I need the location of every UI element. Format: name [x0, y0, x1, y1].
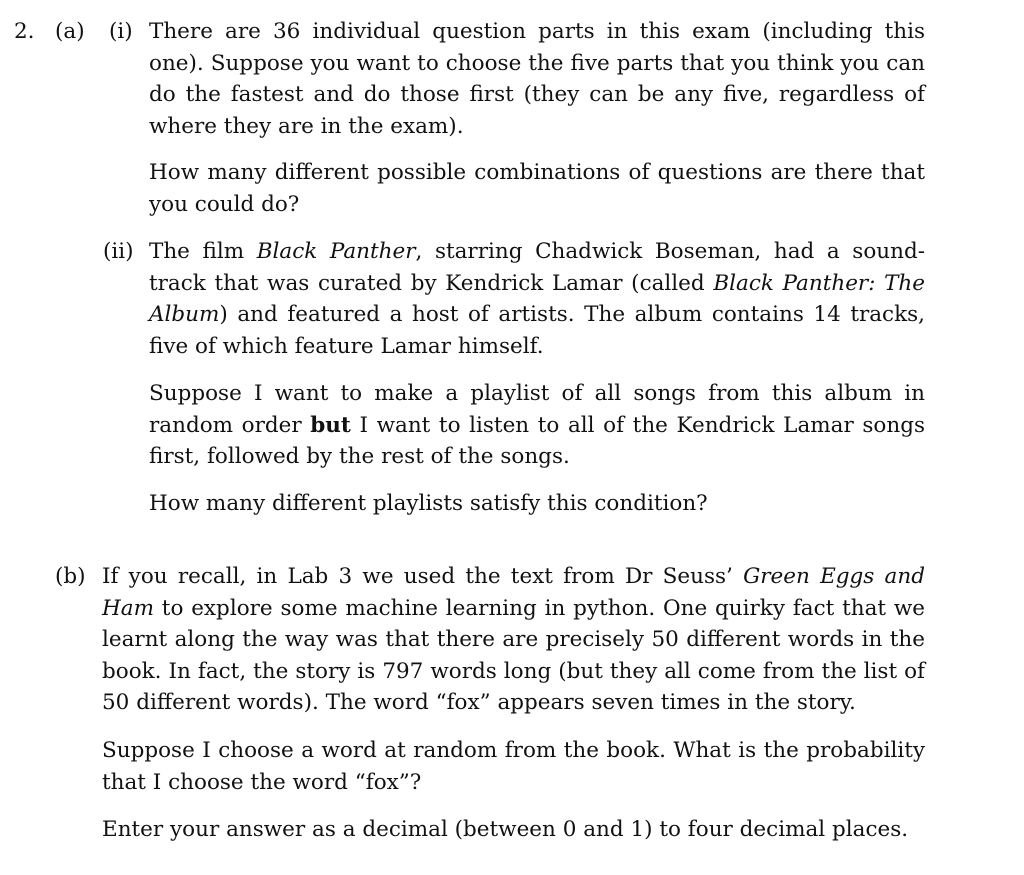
part-b-paragraph-2: Suppose I choose a word at random from the book. What is the probability that I choose the word “fox”? [102, 738, 925, 795]
emphasis-but: but [310, 412, 351, 438]
part-b-label: (b) [55, 564, 86, 589]
subpart-i-label: (i) [109, 19, 133, 44]
part-a-label: (a) [55, 19, 85, 44]
subpart-i-paragraph-2: How many different possible combinations of questions are there that you could do? [149, 160, 925, 217]
part-b-paragraph-1: If you recall, in Lab 3 we used the text from Dr Seuss’ Green Eggs and Ham to explore some machine learning in python. One quirky fact that we learnt along the way was that there are precisely 50 different words in the book. In fact, the story is 797 words long (but they all come from the list of 50 different words). The word “fox” appears seven times in the story. [102, 564, 925, 715]
film-title: Black Panther [256, 239, 416, 264]
subpart-ii-label: (ii) [103, 239, 134, 264]
album-title: Black Panther: The Album [149, 270, 925, 327]
subpart-ii-paragraph-2: Suppose I want to make a playlist of all songs from this album in random order but I want to listen to all of the Kendrick Lamar songs first, followed by the rest of the songs. [149, 381, 925, 469]
question-number: 2. [14, 19, 35, 44]
subpart-i-paragraph-1: There are 36 individual question parts in this exam (including this one). Suppose you want to choose the five parts that you think you can do the fastest and do those first (they can be any five, regardless of where they are in the exam). [149, 19, 925, 139]
subpart-ii-paragraph-1: The film Black Panther, starring Chadwick Boseman, had a sound-track that was curated by Kendrick Lamar (called Black Panther: The Album) and featured a host of artists. The album contains 14 tracks, five of which feature Lamar himself. [149, 239, 925, 359]
book-title: Green Eggs and Ham [102, 564, 925, 621]
subpart-ii-paragraph-3: How many different playlists satisfy this condition? [149, 491, 708, 516]
part-b-paragraph-3: Enter your answer as a decimal (between 0 and 1) to four decimal places. [102, 817, 909, 842]
